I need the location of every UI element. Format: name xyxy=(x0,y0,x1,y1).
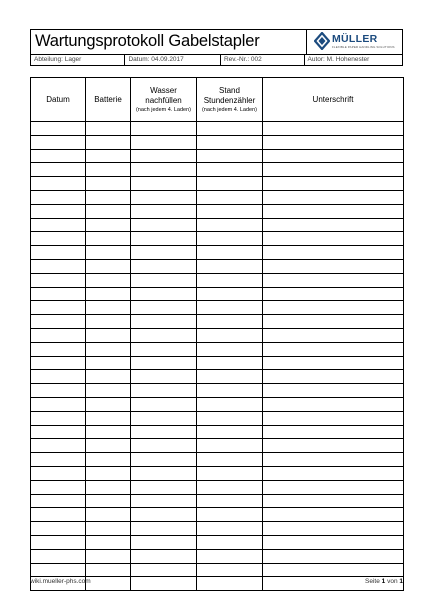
table-cell[interactable] xyxy=(31,218,86,232)
table-cell[interactable] xyxy=(263,342,404,356)
table-cell[interactable] xyxy=(263,190,404,204)
column-header-stundenzaehler xyxy=(197,78,263,122)
table-row xyxy=(31,232,404,246)
table-cell[interactable] xyxy=(197,563,263,577)
table-cell[interactable] xyxy=(86,411,131,425)
table-cell[interactable] xyxy=(86,342,131,356)
table-cell[interactable] xyxy=(197,301,263,315)
table-cell[interactable] xyxy=(31,122,86,136)
header-label: Unterschrift xyxy=(312,94,354,104)
table-cell[interactable] xyxy=(31,328,86,342)
table-cell[interactable] xyxy=(263,370,404,384)
header-note: (nach jedem 4. Laden) xyxy=(201,106,258,113)
table-cell[interactable] xyxy=(86,384,131,398)
table-cell[interactable] xyxy=(197,232,263,246)
logo-emblem-icon xyxy=(314,32,330,50)
table-cell[interactable] xyxy=(31,397,86,411)
table-cell[interactable] xyxy=(86,397,131,411)
table-cell[interactable] xyxy=(263,549,404,563)
page-total: 1 xyxy=(399,578,403,585)
footer-page-number xyxy=(365,578,403,585)
table-body xyxy=(31,122,404,591)
table-cell[interactable] xyxy=(197,466,263,480)
table-row xyxy=(31,149,404,163)
header-label: Stand Stundenzähler xyxy=(203,85,256,105)
table-cell[interactable] xyxy=(197,425,263,439)
table-cell[interactable] xyxy=(197,259,263,273)
table-row xyxy=(31,522,404,536)
table-cell[interactable] xyxy=(131,494,197,508)
table-cell[interactable] xyxy=(86,370,131,384)
table-cell[interactable] xyxy=(197,273,263,287)
table-cell[interactable] xyxy=(131,232,197,246)
table-cell[interactable] xyxy=(197,549,263,563)
table-cell[interactable] xyxy=(131,397,197,411)
table-cell[interactable] xyxy=(131,342,197,356)
header-label: Batterie xyxy=(94,94,122,104)
logo-wordmark: MÜLLER xyxy=(332,33,378,45)
table-cell[interactable] xyxy=(197,204,263,218)
table-cell[interactable] xyxy=(31,342,86,356)
table-cell[interactable] xyxy=(263,453,404,467)
table-cell[interactable] xyxy=(197,370,263,384)
footer-url: wiki.mueller-phs.com xyxy=(30,578,91,585)
table-cell[interactable] xyxy=(31,149,86,163)
table-cell[interactable] xyxy=(31,259,86,273)
table-row xyxy=(31,508,404,522)
document-header xyxy=(30,29,403,55)
table-cell[interactable] xyxy=(197,480,263,494)
column-header-unterschrift xyxy=(263,78,404,122)
table-cell[interactable] xyxy=(86,563,131,577)
table-row xyxy=(31,315,404,329)
table-cell[interactable] xyxy=(86,453,131,467)
table-cell[interactable] xyxy=(131,522,197,536)
table-row xyxy=(31,384,404,398)
table-cell[interactable] xyxy=(131,122,197,136)
table-row xyxy=(31,549,404,563)
table-cell[interactable] xyxy=(263,425,404,439)
table-cell[interactable] xyxy=(31,384,86,398)
table-row xyxy=(31,356,404,370)
table-cell[interactable] xyxy=(131,480,197,494)
table-row xyxy=(31,453,404,467)
table-cell[interactable] xyxy=(31,508,86,522)
table-cell[interactable] xyxy=(197,453,263,467)
table-cell[interactable] xyxy=(31,535,86,549)
table-cell[interactable] xyxy=(197,177,263,191)
table-cell[interactable] xyxy=(263,328,404,342)
table-cell[interactable] xyxy=(263,259,404,273)
table-cell[interactable] xyxy=(86,356,131,370)
table-cell[interactable] xyxy=(86,522,131,536)
table-cell[interactable] xyxy=(31,480,86,494)
table-cell[interactable] xyxy=(86,273,131,287)
table-row xyxy=(31,411,404,425)
table-cell[interactable] xyxy=(263,563,404,577)
table-cell[interactable] xyxy=(86,328,131,342)
table-cell[interactable] xyxy=(31,273,86,287)
table-row xyxy=(31,466,404,480)
page-prefix: Seite xyxy=(365,578,380,585)
table-cell[interactable] xyxy=(86,466,131,480)
table-cell[interactable] xyxy=(197,287,263,301)
table-cell[interactable] xyxy=(263,439,404,453)
table-row xyxy=(31,135,404,149)
table-row xyxy=(31,177,404,191)
table-cell[interactable] xyxy=(197,149,263,163)
table-cell[interactable] xyxy=(31,190,86,204)
table-cell[interactable] xyxy=(131,177,197,191)
table-cell[interactable] xyxy=(86,287,131,301)
table-cell[interactable] xyxy=(86,535,131,549)
table-cell[interactable] xyxy=(197,439,263,453)
table-cell[interactable] xyxy=(31,135,86,149)
table-row xyxy=(31,397,404,411)
table-cell[interactable] xyxy=(86,135,131,149)
table-cell[interactable] xyxy=(263,397,404,411)
table-cell[interactable] xyxy=(86,494,131,508)
table-cell[interactable] xyxy=(86,315,131,329)
table-cell[interactable] xyxy=(131,535,197,549)
header-label: Datum xyxy=(46,94,70,104)
table-cell[interactable] xyxy=(131,549,197,563)
company-logo xyxy=(306,29,404,55)
page-separator: von xyxy=(387,578,398,585)
table-cell[interactable] xyxy=(131,163,197,177)
table-cell[interactable] xyxy=(131,508,197,522)
table-cell[interactable] xyxy=(31,177,86,191)
table-cell[interactable] xyxy=(86,259,131,273)
table-row xyxy=(31,122,404,136)
table-cell[interactable] xyxy=(263,384,404,398)
table-row xyxy=(31,204,404,218)
table-cell[interactable] xyxy=(31,453,86,467)
table-cell[interactable] xyxy=(263,163,404,177)
table-cell[interactable] xyxy=(263,246,404,260)
table-cell[interactable] xyxy=(31,522,86,536)
table-row xyxy=(31,439,404,453)
table-cell[interactable] xyxy=(31,232,86,246)
table-cell[interactable] xyxy=(86,218,131,232)
table-cell[interactable] xyxy=(197,494,263,508)
table-cell[interactable] xyxy=(263,149,404,163)
table-cell[interactable] xyxy=(86,190,131,204)
column-header-wasser xyxy=(131,78,197,122)
table-row xyxy=(31,370,404,384)
table-cell[interactable] xyxy=(31,439,86,453)
table-cell[interactable] xyxy=(31,425,86,439)
table-cell[interactable] xyxy=(86,508,131,522)
table-cell[interactable] xyxy=(31,163,86,177)
table-cell[interactable] xyxy=(197,246,263,260)
table-cell[interactable] xyxy=(263,535,404,549)
table-cell[interactable] xyxy=(197,411,263,425)
table-cell[interactable] xyxy=(131,328,197,342)
table-cell[interactable] xyxy=(31,356,86,370)
table-cell[interactable] xyxy=(197,577,263,591)
table-cell[interactable] xyxy=(197,384,263,398)
meta-revision: Rev.-Nr.: 002 xyxy=(221,55,305,65)
table-cell[interactable] xyxy=(131,370,197,384)
table-cell[interactable] xyxy=(131,563,197,577)
table-cell[interactable] xyxy=(86,204,131,218)
table-row xyxy=(31,328,404,342)
table-cell[interactable] xyxy=(31,301,86,315)
meta-autor: Autor: M. Hohenester xyxy=(307,56,370,63)
table-header-row xyxy=(31,78,404,122)
table-row xyxy=(31,273,404,287)
table-row xyxy=(31,163,404,177)
table-row xyxy=(31,425,404,439)
table-cell[interactable] xyxy=(131,204,197,218)
table-cell[interactable] xyxy=(131,356,197,370)
table-cell[interactable] xyxy=(263,273,404,287)
meta-row xyxy=(30,55,403,66)
maintenance-log-table xyxy=(30,77,404,591)
table-cell[interactable] xyxy=(86,163,131,177)
header-label: Wasser nachfüllen xyxy=(145,85,182,105)
table-cell[interactable] xyxy=(263,315,404,329)
table-row xyxy=(31,301,404,315)
table-cell[interactable] xyxy=(131,135,197,149)
table-cell[interactable] xyxy=(197,315,263,329)
table-cell[interactable] xyxy=(86,480,131,494)
table-cell[interactable] xyxy=(131,301,197,315)
table-cell[interactable] xyxy=(131,425,197,439)
table-cell[interactable] xyxy=(197,218,263,232)
table-cell[interactable] xyxy=(197,535,263,549)
header-note: (nach jedem 4. Laden) xyxy=(135,106,192,113)
logo-tagline: FLEXIBLE PAPER HANDLING SOLUTIONS xyxy=(332,44,395,49)
table-cell[interactable] xyxy=(86,301,131,315)
table-cell[interactable] xyxy=(86,122,131,136)
table-cell[interactable] xyxy=(131,190,197,204)
table-cell[interactable] xyxy=(131,246,197,260)
table-cell[interactable] xyxy=(263,522,404,536)
table-row xyxy=(31,190,404,204)
table-cell[interactable] xyxy=(131,466,197,480)
table-row xyxy=(31,480,404,494)
table-cell[interactable] xyxy=(263,177,404,191)
document-title: Wartungsprotokoll Gabelstapler xyxy=(35,32,260,50)
meta-abteilung: Abteilung: Lager xyxy=(31,55,125,65)
table-cell[interactable] xyxy=(31,494,86,508)
table-cell[interactable] xyxy=(263,122,404,136)
table-cell[interactable] xyxy=(197,397,263,411)
table-cell[interactable] xyxy=(31,466,86,480)
table-cell[interactable] xyxy=(86,246,131,260)
table-cell[interactable] xyxy=(197,135,263,149)
table-cell[interactable] xyxy=(86,425,131,439)
table-row xyxy=(31,494,404,508)
table-cell[interactable] xyxy=(31,287,86,301)
table-cell[interactable] xyxy=(31,563,86,577)
table-cell[interactable] xyxy=(197,356,263,370)
table-cell[interactable] xyxy=(263,135,404,149)
table-cell[interactable] xyxy=(263,411,404,425)
page-current: 1 xyxy=(381,578,386,585)
table-cell[interactable] xyxy=(86,232,131,246)
table-cell[interactable] xyxy=(197,122,263,136)
table-row xyxy=(31,287,404,301)
table-cell[interactable] xyxy=(131,259,197,273)
table-cell[interactable] xyxy=(131,315,197,329)
table-cell[interactable] xyxy=(197,190,263,204)
table-cell[interactable] xyxy=(131,411,197,425)
table-cell[interactable] xyxy=(263,466,404,480)
table-cell[interactable] xyxy=(197,328,263,342)
table-cell[interactable] xyxy=(86,177,131,191)
table-row xyxy=(31,259,404,273)
table-cell[interactable] xyxy=(86,577,131,591)
table-row xyxy=(31,246,404,260)
column-header-batterie xyxy=(86,78,131,122)
table-cell[interactable] xyxy=(131,287,197,301)
table-cell[interactable] xyxy=(263,204,404,218)
table-cell[interactable] xyxy=(197,508,263,522)
table-cell[interactable] xyxy=(131,453,197,467)
table-cell[interactable] xyxy=(131,218,197,232)
table-row xyxy=(31,535,404,549)
table-cell[interactable] xyxy=(86,549,131,563)
table-cell[interactable] xyxy=(31,549,86,563)
table-cell[interactable] xyxy=(31,204,86,218)
table-cell[interactable] xyxy=(197,342,263,356)
table-cell[interactable] xyxy=(263,232,404,246)
table-cell[interactable] xyxy=(263,287,404,301)
table-cell[interactable] xyxy=(131,384,197,398)
table-cell[interactable] xyxy=(31,411,86,425)
table-cell[interactable] xyxy=(131,439,197,453)
table-cell[interactable] xyxy=(263,218,404,232)
table-cell[interactable] xyxy=(31,315,86,329)
meta-datum: Datum: 04.09.2017 xyxy=(125,55,220,65)
column-header-datum xyxy=(31,78,86,122)
table-cell[interactable] xyxy=(263,356,404,370)
table-cell[interactable] xyxy=(131,273,197,287)
table-cell[interactable] xyxy=(197,163,263,177)
table-cell[interactable] xyxy=(263,508,404,522)
table-cell[interactable] xyxy=(31,370,86,384)
table-row xyxy=(31,342,404,356)
table-row xyxy=(31,218,404,232)
table-cell[interactable] xyxy=(263,301,404,315)
table-cell[interactable] xyxy=(31,246,86,260)
table-cell[interactable] xyxy=(131,577,197,591)
table-cell[interactable] xyxy=(131,149,197,163)
table-cell[interactable] xyxy=(263,480,404,494)
table-cell[interactable] xyxy=(86,439,131,453)
table-cell[interactable] xyxy=(263,494,404,508)
table-cell[interactable] xyxy=(86,149,131,163)
table-cell[interactable] xyxy=(197,522,263,536)
table-row xyxy=(31,563,404,577)
